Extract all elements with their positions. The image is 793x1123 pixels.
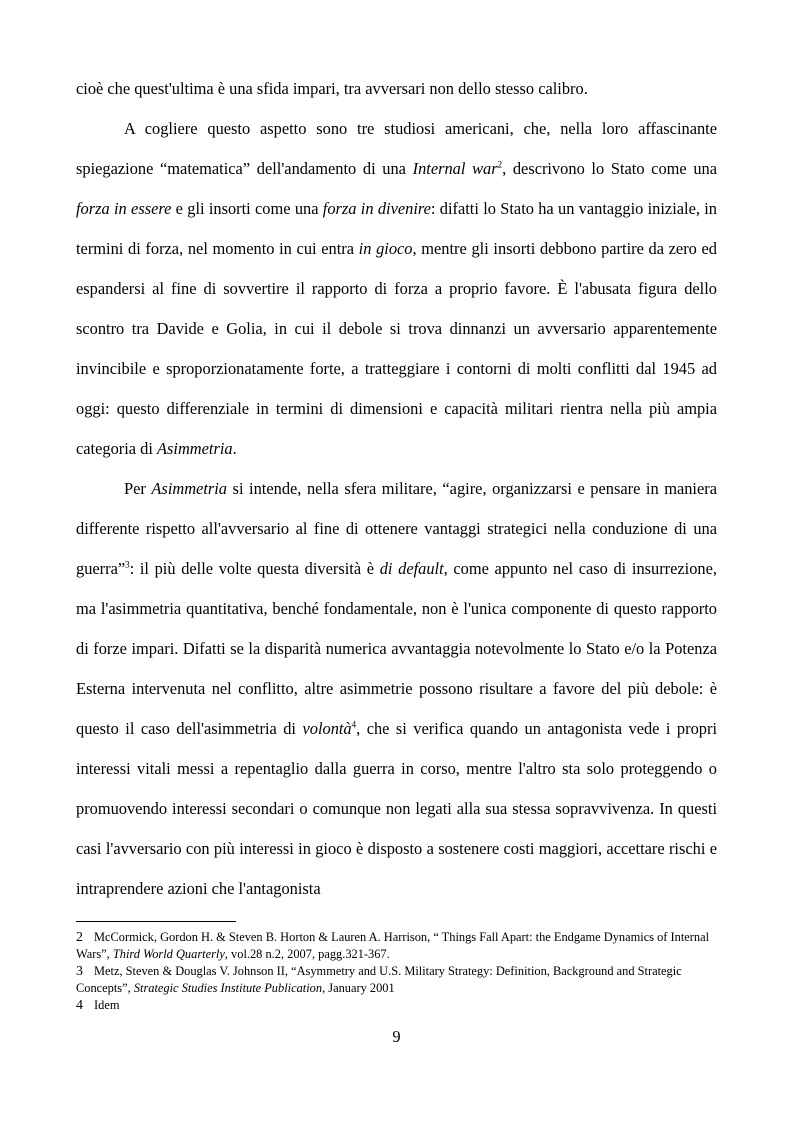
footnote-ref: 3 (125, 559, 130, 570)
footnotes (76, 929, 717, 1014)
body-text (76, 69, 717, 909)
text-run: , come appunto nel caso di insurrezione, ma l'asimmetria quantitativa, benché fondamentale, non è l'unica componente di questo rapporto di forze impari. Difatti se la disparità numerica avvantaggia notevolmente lo Stato e/o la Potenza Esterna intervenuta nel conflitto, altre asimmetrie possono risultare a favore del più debole: è questo il caso dell'asimmetria di (76, 559, 717, 738)
footnote-separator (76, 921, 236, 922)
italic-text: forza in essere (76, 199, 172, 218)
text-run: . (232, 439, 237, 458)
footnote-number: 4 (76, 997, 83, 1013)
footnote-2 (76, 929, 717, 963)
italic-text: volontà (302, 719, 352, 738)
text-run: , che si verifica quando un antagonista vede i propri interessi vitali messi a repentaglio dalla guerra in corso, mentre l'altro sta solo proteggendo o promuovendo interessi secondari o comunque non legati alla sua stessa sopravvivenza. In questi casi l'avversario con più interessi in gioco è disposto a sostenere costi maggiori, accettare rischi e intraprendere azioni che l'antagonista (76, 719, 717, 898)
italic-text: di default (379, 559, 444, 578)
text-run: , January 2001 (322, 981, 395, 996)
italic-text: Asimmetria (157, 439, 233, 458)
footnote-number: 2 (76, 930, 83, 945)
text-run: A cogliere questo aspetto sono tre studiosi americani, che, nella loro affascinante spiegazione “matematica” dell'andamento di una (76, 119, 717, 178)
paragraph-2 (76, 109, 717, 469)
text-run: cioè che quest'ultima è una sfida impari, tra avversari non dello stesso calibro. (76, 79, 588, 98)
italic-text: Internal war (412, 159, 498, 178)
italic-text: Asimmetria (151, 479, 227, 498)
text-run: e gli insorti come una (171, 199, 323, 218)
text-run: si intende, nella sfera militare, “agire, organizzarsi e pensare in maniera differente rispetto all'avversario al fine di ottenere vantaggi strategici nella conduzione di una guerra” (76, 479, 717, 578)
italic-text: forza in divenire (322, 199, 431, 218)
footnote-4 (76, 997, 717, 1014)
footnote-number: 3 (76, 963, 83, 979)
footnote-3 (76, 963, 717, 997)
text-run: Metz, Steven & Douglas V. Johnson II, “Asymmetry and U.S. Military Strategy: Definition, Background and Strategic Concepts”, (76, 963, 682, 996)
italic-text: in gioco (358, 239, 413, 258)
text-run: Per (124, 479, 152, 498)
text-run: , descrivono lo Stato come una (502, 159, 718, 178)
italic-text: Strategic Studies Institute Publication (133, 981, 323, 996)
paragraph-3 (76, 469, 717, 909)
text-run: , vol.28 n.2, 2007, pagg.321-367. (224, 947, 390, 962)
text-run: : difatti lo Stato ha un vantaggio iniziale, in termini di forza, nel momento in cui entra (76, 199, 717, 258)
paragraph-1 (76, 69, 717, 109)
italic-text: Third World Quarterly (112, 947, 225, 962)
text-run: Idem (94, 997, 120, 1012)
text-run: McCormick, Gordon H. & Steven B. Horton & Lauren A. Harrison, “ Things Fall Apart: the Endgame Dynamics of Internal Wars”, (76, 930, 710, 962)
text-run: : il più delle volte questa diversità è (129, 559, 380, 578)
footnote-ref: 2 (497, 159, 503, 170)
page-number: 9 (392, 1027, 401, 1046)
text-run: , mentre gli insorti debbono partire da zero ed espandersi al fine di sovvertire il rapporto di forza a proprio favore. È l'abusata figura dello scontro tra Davide e Golia, in cui il debole si trova dinnanzi un avversario apparentemente invincibile e sproporzionatamente forte, a tratteggiare i contorni di molti conflitti dal 1945 ad oggi: questo differenziale in termini di dimensioni e capacità militari rientra nella più ampia categoria di (76, 239, 717, 458)
footnote-ref: 4 (351, 719, 357, 730)
